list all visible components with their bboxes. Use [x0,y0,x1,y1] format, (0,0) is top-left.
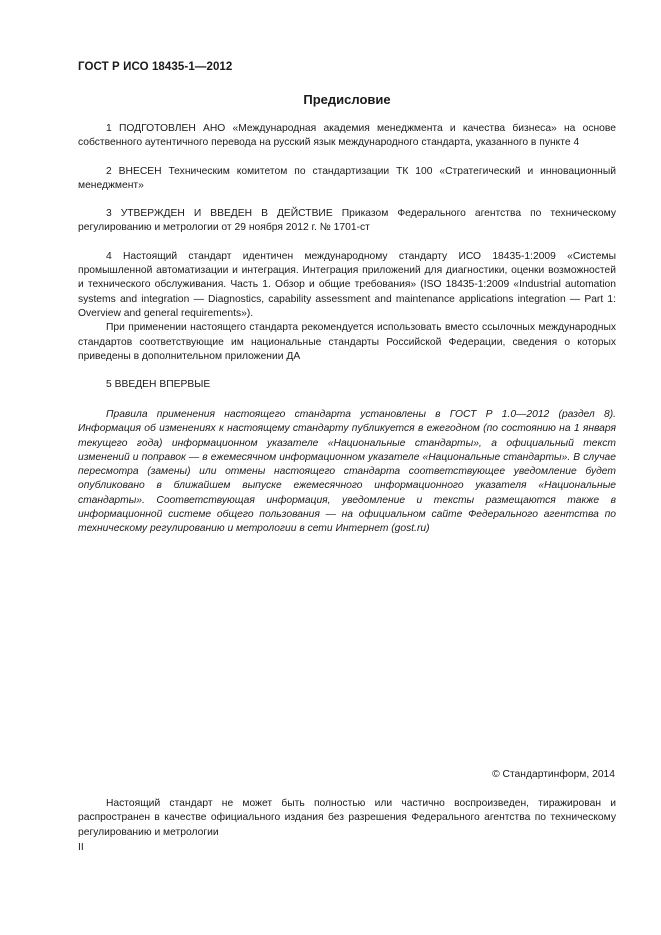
paragraph-2: 2 ВНЕСЕН Техническим комитетом по стандартизации ТК 100 «Стратегический и инновационный менеджмент» [78,165,616,191]
document-code-header: ГОСТ Р ИСО 18435-1—2012 [78,61,233,73]
paragraph-4-note: При применении настоящего стандарта рекомендуется использовать вместо ссылочных международных стандартов соответствующие им национальные стандарты Российской Федерации, сведения о которых приведены в дополнительном приложении ДА [78,322,616,362]
copyright-line: © Стандартинформ, 2014 [492,769,615,780]
foreword-body [78,122,616,392]
paragraph-3: 3 УТВЕРЖДЕН И ВВЕДЕН В ДЕЙСТВИЕ Приказом Федерального агентства по техническому регулированию и метрологии от 29 ноября 2012 г. № 1701-ст [78,208,616,234]
paragraph-4: 4 Настоящий стандарт идентичен международному стандарту ИСО 18435-1:2009 «Системы промышленной автоматизации и интеграция. Интеграция приложений для диагностики, оценки возможностей и технического обслуживания. Часть 1. Обзор и общие требования» (ISO 18435-1:2009 «Industrial automation systems and integration — Diagnostics, capability assessment and maintenance applications integration — Part 1: Overview and general requirements»). [78,250,616,319]
page-number: II [78,842,84,853]
paragraph-5: 5 ВВЕДЕН ВПЕРВЫЕ [106,379,211,391]
reproduction-notice: Настоящий стандарт не может быть полностью или частично воспроизведен, тиражирован и распространен в качестве официального издания без разрешения Федерального агентства по техническому регулированию и метрологии [78,798,616,838]
application-rules-notice: Правила применения настоящего стандарта установлены в ГОСТ Р 1.0—2012 (раздел 8). Информация об изменениях к настоящему стандарту публикуется в ежегодном (по состоянию на 1 января текущего года) информационном указателе «Национальные стандарты», а официальный текст изменений и поправок — в ежемесячном информационном указателе «Национальные стандарты». В случае пересмотра (замены) или отмены настоящего стандарта соответствующее уведомление будет опубликовано в ближайшем выпуске ежемесячного информационного указателя «Национальные стандарты». Соответствующая информация, уведомление и тексты размещаются также в информационной системе общего пользования — на официальном сайте Федерального агентства по техническому регулированию и метрологии в сети Интернет (gost.ru) [78,409,616,535]
paragraph-1: 1 ПОДГОТОВЛЕН АНО «Международная академия менеджмента и качества бизнеса» на основе собственного аутентичного перевода на русский язык международного стандарта, указанного в пункте 4 [78,123,616,149]
section-title: Предисловие [303,92,391,107]
